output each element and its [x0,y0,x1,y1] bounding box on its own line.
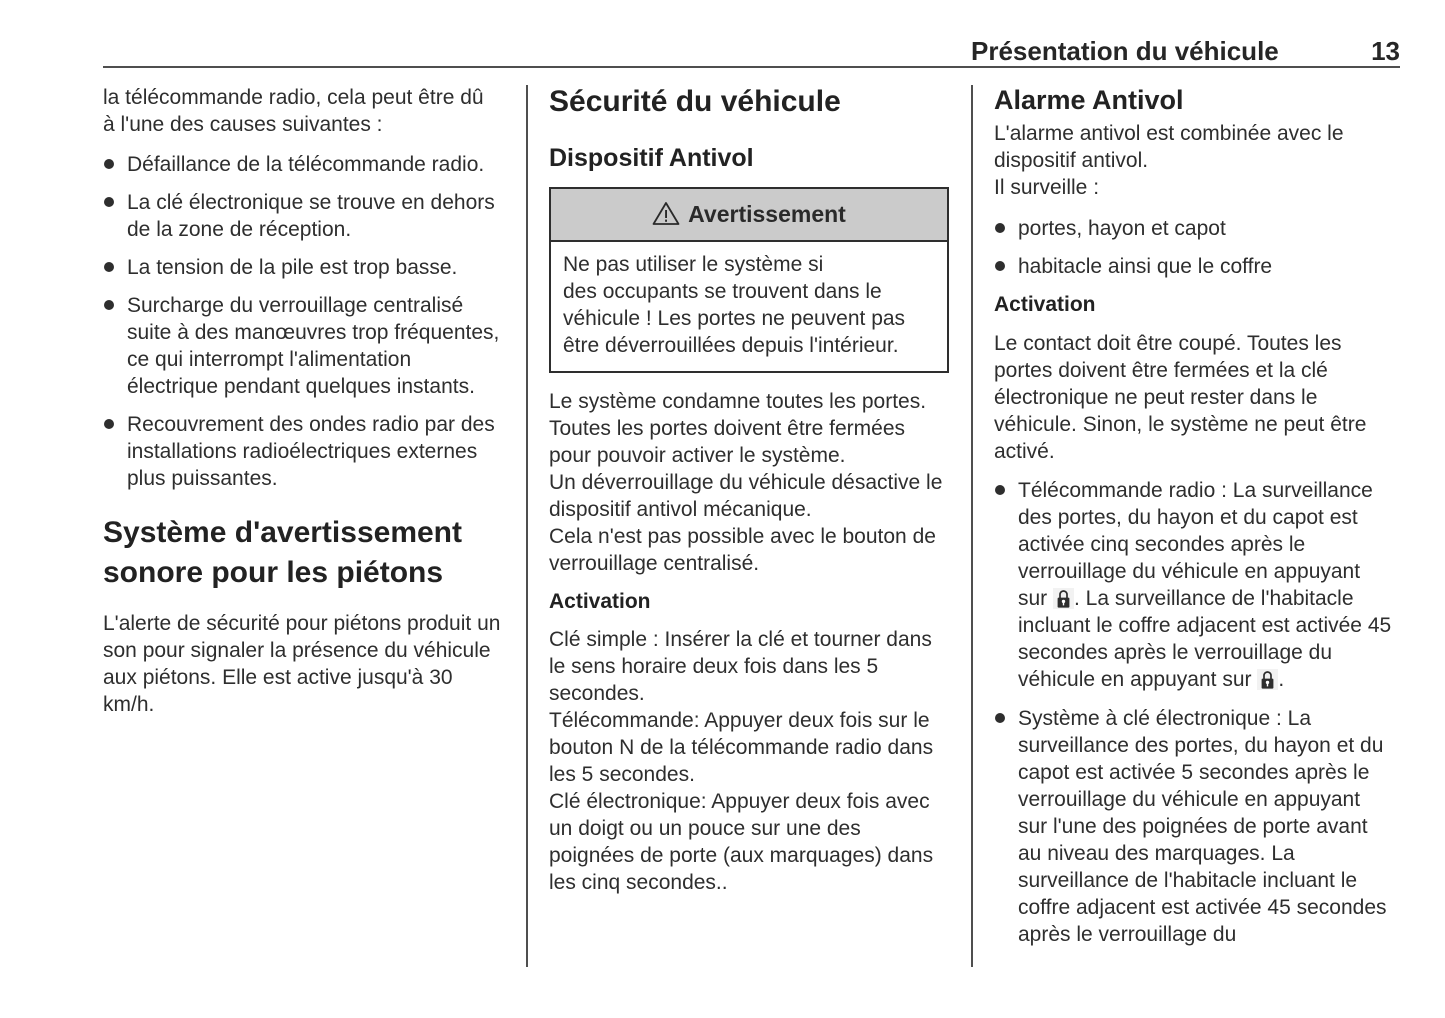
column-divider-left [526,85,528,967]
warning-body-line: Ne pas utiliser le système si [563,253,824,276]
page-header-title: Présentation du véhicule [971,36,1279,66]
lock-icon [1257,669,1278,690]
left-column [103,84,501,718]
list-item-text: Défaillance de la télécommande radio. [127,153,485,176]
bullet-dot-icon [995,713,1005,723]
alarm-activation-paragraph: Le contact doit être coupé. Toutes les portes doivent être fermées et la clé électronique ne peut rester dans le véhicule. Sinon, le système ne peut être activé. [994,332,1367,463]
header-rule [103,66,1400,68]
activation-paragraph: Télécommande: Appuyer deux fois sur le bouton N de la télécommande radio dans les 5 secondes. [549,709,934,786]
activation-paragraph: Clé électronique: Appuyer deux fois avec un doigt ou un pouce sur une des poignées de porte (aux marquages) dans les cinq secondes.. [549,790,934,894]
list-item-text: La tension de la pile est trop basse. [127,256,458,279]
bullet-dot-icon [995,223,1005,233]
list-item [103,292,501,400]
remote-bullet-text-before: Télécommande radio : La surveillance des portes, du hayon et du capot est activée cinq secondes après le verrouillage du véhicule en appuyant sur [1018,479,1373,610]
section-heading-antitheft-alarm: Alarme Antivol [994,85,1184,115]
activation-heading-right: Activation [994,293,1096,316]
activation-method-list [994,477,1394,948]
warning-box-header [551,189,947,242]
list-item-text: Recouvrement des ondes radio par des installations radioélectriques externes plus puissantes. [127,413,495,490]
warning-box [549,187,949,373]
bullet-dot-icon [104,419,114,429]
bullet-dot-icon [104,197,114,207]
lock-icon [1053,588,1074,609]
list-item [103,189,501,243]
bullet-dot-icon [104,159,114,169]
warning-body-line: des occupants se trouvent dans le [563,280,882,303]
alarm-intro-line: L'alarme antivol est combinée avec le dispositif antivol. [994,122,1344,172]
right-column [994,84,1394,959]
bullet-dot-icon [104,300,114,310]
alarm-intro-line: Il surveille : [994,176,1100,199]
bullet-dot-icon [104,262,114,272]
section-heading-vehicle-security: Sécurité du véhicule [549,85,841,118]
list-item [994,477,1394,693]
remote-bullet-text-between: . La surveillance de l'habitacle incluant le coffre adjacent est activée 45 secondes après le verrouillage du véhicule en appuyant sur [1018,587,1392,691]
list-item-text: portes, hayon et capot [1018,217,1226,240]
list-item [103,411,501,492]
left-bullet-list [103,151,501,492]
remote-bullet-text-after: . [1278,668,1285,691]
section-heading-pedestrian-warning: Système d'avertissement sonore pour les piétons [103,516,462,589]
warning-title: Avertissement [688,201,846,227]
ekey-bullet-text: Système à clé électronique : La surveillance des portes, du hayon et du capot est activée 5 secondes après le verrouillage du véhicule en appuyant sur l'une des poignées de porte avant au niveau des marquages. La surveillance de l'habitacle incluant le coffre adjacent est activée 45 secondes après le verrouillage du [1018,707,1387,946]
page-number: 13 [1371,36,1400,66]
subsection-heading-antitheft-device: Dispositif Antivol [549,144,754,172]
left-intro-paragraph: la télécommande radio, cela peut être dû à l'une des causes suivantes : [103,86,484,136]
list-item [994,253,1394,280]
column-divider-right [971,85,973,967]
alarm-monitor-list [994,215,1394,280]
list-item-text: La clé électronique se trouve en dehors de la zone de réception. [127,191,495,241]
warning-box-body [551,242,947,371]
middle-column [549,84,949,896]
list-item [994,705,1394,948]
antitheft-paragraph: Le système condamne toutes les portes. Toutes les portes doivent être fermées pour pouvoir activer le système. [549,390,927,467]
warning-triangle-icon [652,201,680,226]
warning-body-line: être déverrouillées depuis l'intérieur. [563,334,899,357]
activation-paragraph: Clé simple : Insérer la clé et tourner dans le sens horaire deux fois dans les 5 secondes. [549,628,932,705]
list-item [103,254,501,281]
warning-body-line: véhicule ! Les portes ne peuvent pas [563,307,906,330]
list-item [994,215,1394,242]
bullet-dot-icon [995,261,1005,271]
activation-heading-middle: Activation [549,590,651,613]
list-item-text: habitacle ainsi que le coffre [1018,255,1273,278]
list-item-text: Surcharge du verrouillage centralisé suite à des manœuvres trop fréquentes, ce qui interrompt l'alimentation électrique pendant quelques instants. [127,294,500,398]
antitheft-paragraph: Cela n'est pas possible avec le bouton de verrouillage centralisé. [549,525,936,575]
antitheft-paragraph: Un déverrouillage du véhicule désactive le dispositif antivol mécanique. [549,471,943,521]
pedestrian-warning-paragraph: L'alerte de sécurité pour piétons produit un son pour signaler la présence du véhicule aux piétons. Elle est active jusqu'à 30 km/h. [103,612,501,716]
bullet-dot-icon [995,485,1005,495]
list-item [103,151,501,178]
